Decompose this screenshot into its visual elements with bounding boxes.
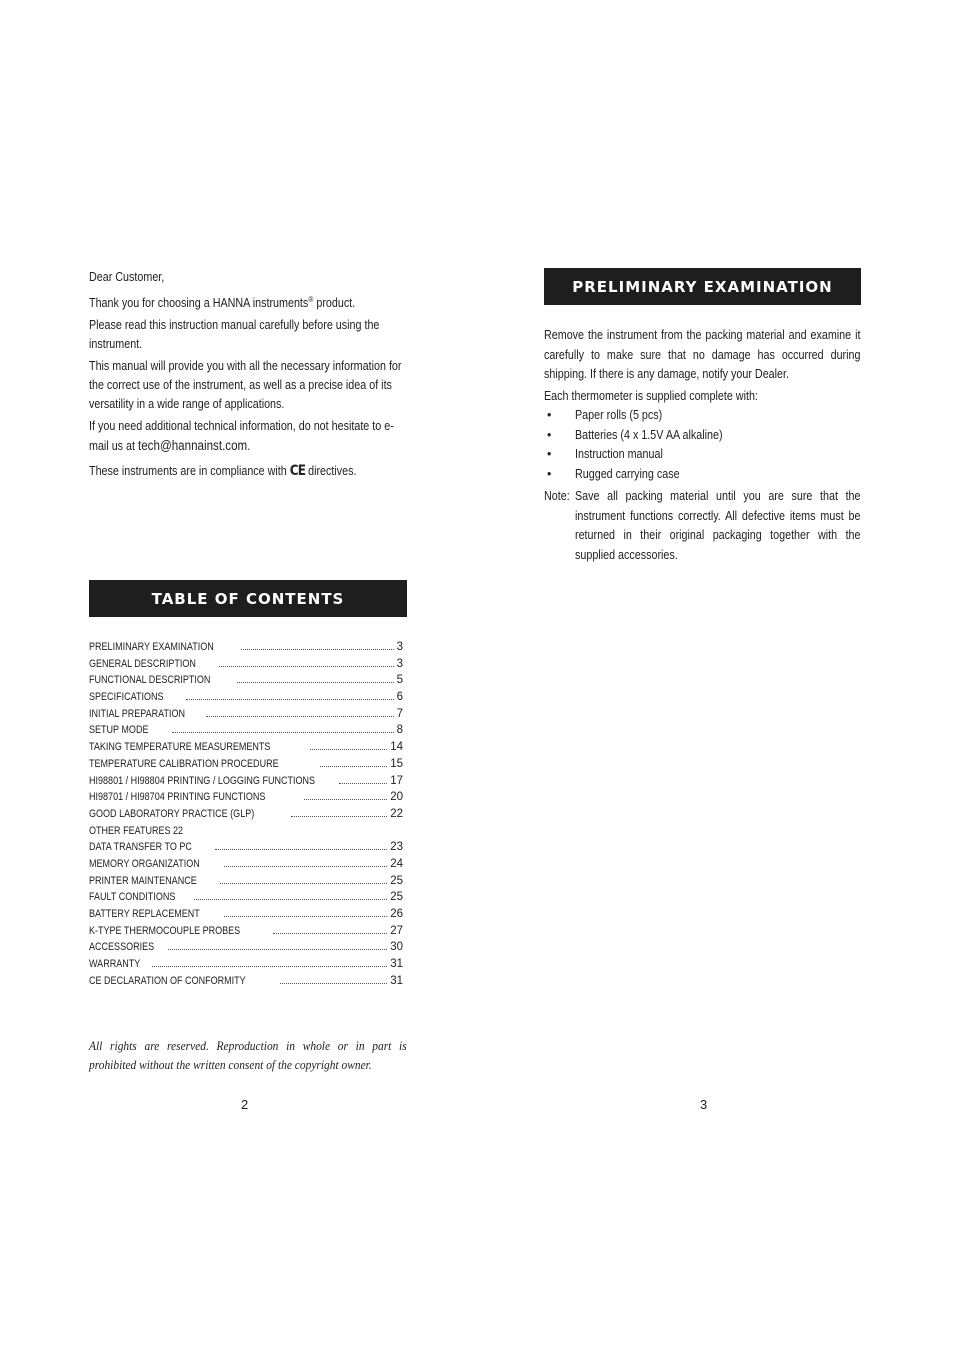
dot-leader: [152, 966, 388, 967]
dot-leader: [339, 783, 387, 784]
note-block: [544, 487, 861, 565]
toc-entry[interactable]: OTHER FEATURES 22: [89, 824, 184, 837]
preliminary-examination-heading: [544, 268, 861, 305]
toc-page-number: 17: [390, 774, 403, 787]
toc-page-number: 31: [390, 974, 403, 987]
toc-entry[interactable]: PRINTER MAINTENANCE 25: [89, 874, 403, 887]
note-text: Save all packing material until you are sure that the instrument functions correctly. All defective items must be returned in their original packaging together with the supplied accessories.: [575, 489, 861, 562]
dot-leader: [241, 649, 393, 650]
salutation: Dear Customer,: [89, 270, 165, 284]
toc-entry[interactable]: FAULT CONDITIONS 25: [89, 891, 403, 904]
dot-leader: [220, 883, 387, 884]
dot-leader: [310, 749, 387, 750]
dot-leader: [304, 799, 387, 800]
toc-entry[interactable]: SETUP MODE 8: [89, 724, 403, 737]
toc-page-number: 26: [390, 908, 403, 920]
toc-entry[interactable]: SPECIFICATIONS 6: [89, 691, 403, 704]
dot-leader: [215, 849, 388, 850]
toc-page-number: 15: [390, 757, 403, 770]
toc-entry[interactable]: CE DECLARATION OF CONFORMITY 31: [89, 974, 403, 987]
toc-page-number: 3: [396, 657, 403, 670]
dot-leader: [280, 983, 387, 984]
toc-page-number: 25: [390, 874, 403, 887]
toc-entry[interactable]: K-TYPE THERMOCOUPLE PROBES 27: [89, 924, 403, 937]
dot-leader: [237, 682, 393, 683]
toc-entry[interactable]: INITIAL PREPARATION 7: [89, 707, 403, 720]
toc-page-number: 22: [390, 807, 403, 820]
copyright-notice: [89, 1036, 407, 1074]
toc-entry[interactable]: BATTERY REPLACEMENT 26: [89, 908, 403, 920]
supplied-items-list: [544, 406, 861, 484]
toc-entry[interactable]: GENERAL DESCRIPTION 3: [89, 657, 403, 670]
toc-page-number: 5: [396, 674, 403, 687]
help-text: If you need additional technical information, do not hesitate to e-mail us at tech@hannainst.com.: [89, 419, 394, 454]
toc-heading: [89, 580, 407, 617]
ce-mark-icon: CE: [289, 463, 306, 480]
toc-entry[interactable]: FUNCTIONAL DESCRIPTION 5: [89, 674, 403, 687]
toc-page-number: 31: [390, 958, 403, 971]
toc-page-number: 25: [390, 891, 403, 904]
thanks-line: Thank you for choosing a HANNA instruments® product.: [89, 295, 356, 311]
dot-leader: [219, 666, 393, 667]
section-title: PRELIMINARY EXAMINATION: [572, 277, 833, 296]
toc-page-number: 24: [390, 857, 403, 870]
toc-entry[interactable]: PRELIMINARY EXAMINATION 3: [89, 641, 403, 653]
compliance-text: These instruments are in compliance with CE directives.: [89, 463, 357, 480]
toc-entry[interactable]: HI98701 / HI98704 PRINTING FUNCTIONS 20: [89, 791, 403, 804]
registered-mark: ®: [308, 295, 314, 304]
supplied-text: Each thermometer is supplied complete with:: [544, 388, 758, 403]
toc-page-number: 6: [396, 691, 403, 704]
dot-leader: [224, 866, 387, 867]
preliminary-examination-section: [544, 326, 861, 565]
toc-entry[interactable]: WARRANTY 31: [89, 958, 403, 971]
page-number-left: 2: [241, 1097, 249, 1112]
table-of-contents: [89, 641, 403, 991]
page-number-right: 3: [700, 1097, 708, 1112]
customer-letter: [89, 268, 407, 481]
toc-page-number: 30: [390, 941, 403, 954]
dot-leader: [224, 916, 387, 917]
toc-entry[interactable]: HI98801 / HI98804 PRINTING / LOGGING FUNCTIONS 17: [89, 774, 403, 787]
dot-leader: [168, 949, 387, 950]
toc-page-number: 27: [390, 924, 403, 937]
intro-paragraph: Remove the instrument from the packing material and examine it carefully to make sure that no damage has occurred during shipping. If there is any damage, notify your Dealer.: [544, 328, 861, 381]
dot-leader: [194, 899, 387, 900]
toc-entry[interactable]: TAKING TEMPERATURE MEASUREMENTS 14: [89, 741, 403, 754]
list-item: • Batteries (4 x 1.5V AA alkaline): [544, 426, 861, 446]
toc-page-number: 8: [396, 724, 403, 737]
toc-entry[interactable]: MEMORY ORGANIZATION 24: [89, 857, 403, 870]
list-item: • Paper rolls (5 pcs): [544, 406, 861, 426]
dot-leader: [172, 732, 394, 733]
dot-leader: [186, 699, 394, 700]
toc-title: TABLE OF CONTENTS: [151, 589, 345, 608]
toc-page-number: 20: [390, 791, 403, 804]
toc-page-number: 23: [390, 841, 403, 854]
toc-entry[interactable]: ACCESSORIES 30: [89, 941, 403, 954]
toc-page-number: 3: [396, 641, 403, 653]
support-email-link[interactable]: tech@hannainst.com: [137, 438, 248, 454]
dot-leader: [320, 766, 387, 767]
toc-page-number: 14: [390, 741, 403, 754]
read-manual-text: Please read this instruction manual carefully before using the instrument.: [89, 318, 380, 352]
toc-page-number: 7: [396, 707, 403, 720]
note-label: Note:: [544, 489, 570, 503]
list-item: • Rugged carrying case: [544, 465, 861, 485]
copyright-text: All rights are reserved. Reproduction in whole or in part is prohibited without the written consent of the copyright owner.: [89, 1038, 407, 1072]
dot-leader: [291, 816, 388, 817]
list-item: • Instruction manual: [544, 445, 861, 465]
toc-entry[interactable]: DATA TRANSFER TO PC 23: [89, 841, 403, 854]
dot-leader: [273, 933, 387, 934]
manual-provides-text: This manual will provide you with all the necessary information for the correct use of the instrument, as well as a precise idea of its versatility in a wide range of applications.: [89, 359, 402, 412]
toc-entry[interactable]: GOOD LABORATORY PRACTICE (GLP) 22: [89, 807, 403, 820]
dot-leader: [206, 716, 393, 717]
toc-entry[interactable]: TEMPERATURE CALIBRATION PROCEDURE 15: [89, 757, 403, 770]
